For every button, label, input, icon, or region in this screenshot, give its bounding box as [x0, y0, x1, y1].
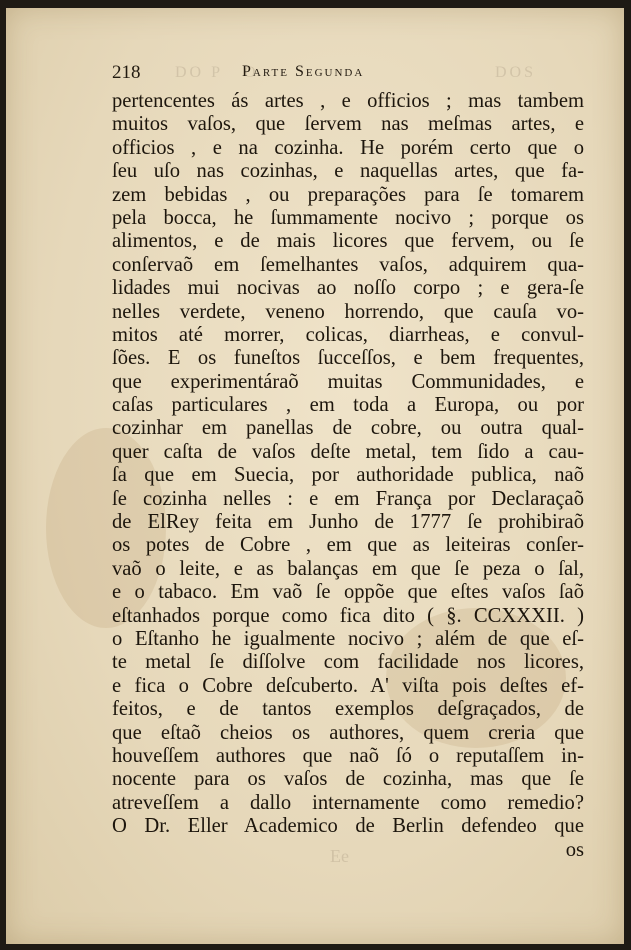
page-number: 218 — [112, 62, 141, 83]
text-line: e o tabaco. Em vaõ ſe oppõe que eſtes vaſos ſaõ — [112, 581, 584, 604]
bleed-through-text: Ee — [330, 846, 349, 866]
text-line: ſe cozinha nelles : e em França por Declaraçaõ — [112, 487, 584, 510]
text-line: feitos, e de tantos exemplos deſgraçados, de — [112, 698, 584, 721]
body-text — [112, 90, 584, 862]
text-line: vaõ o leite, e as balanças em que ſe peza o ſal, — [112, 557, 584, 580]
text-line: atreveſſem a dallo internamente como remedio? — [112, 791, 584, 814]
text-line: alimentos, e de mais licores que fervem, ou ſe — [112, 230, 584, 253]
text-line: O Dr. Eller Academico de Berlin defendeo que — [112, 815, 584, 838]
text-line: te metal ſe diſſolve com facilidade nos licores, — [112, 651, 584, 674]
text-line: muitos vaſos, que ſervem nas meſmas artes, e — [112, 113, 584, 136]
text-line: houveſſem authores que naõ ſó o reputaſſem in- — [112, 744, 584, 767]
text-line: ſeu uſo nas cozinhas, e naquellas artes, que fa- — [112, 160, 584, 183]
bleed-through-text: DOS — [495, 64, 537, 81]
text-line: de ElRey feita em Junho de 1777 ſe prohibiraõ — [112, 511, 584, 534]
text-line: pela bocca, he ſummamente nocivo ; porque os — [112, 206, 584, 229]
text-line: quer caſta de vaſos deſte metal, tem ſido a cau- — [112, 440, 584, 463]
text-line: eſtanhados porque como fica dito ( §. CCXXXII. ) — [112, 604, 584, 627]
catchword: os — [565, 838, 584, 861]
text-line: e fica o Cobre deſcuberto. A' viſta pois deſtes ef- — [112, 674, 584, 697]
text-line: officios , e na cozinha. He porém certo que o — [112, 136, 584, 159]
text-line: cozinhar em panellas de cobre, ou outra qual- — [112, 417, 584, 440]
bleed-through-text: DO P O — [175, 64, 259, 81]
running-head: Parte Segunda — [242, 63, 365, 80]
text-line: conſervaõ em ſemelhantes vaſos, adquirem qua- — [112, 253, 584, 276]
text-line: os potes de Cobre , em que as leiteiras conſer- — [112, 534, 584, 557]
text-line: ſões. E os funeſtos ſucceſſos, e bem frequentes, — [112, 347, 584, 370]
text-line: nocente para os vaſos de cozinha, mas que ſe — [112, 768, 584, 791]
text-line: que experimentáraõ muitas Communidades, e — [112, 370, 584, 393]
text-line: mitos até morrer, colicas, diarrheas, e convul- — [112, 323, 584, 346]
text-line: o Eſtanho he igualmente nocivo ; além de que eſ- — [112, 627, 584, 650]
text-line: lidades mui nocivas ao noſſo corpo ; e gera-ſe — [112, 277, 584, 300]
text-line: nelles verdete, veneno horrendo, que cauſa vo- — [112, 300, 584, 323]
text-line: caſas particulares , em toda a Europa, ou por — [112, 394, 584, 417]
text-line: que eſtaõ cheios os authores, quem creria que — [112, 721, 584, 744]
text-line: zem bebidas , ou preparações para ſe tomarem — [112, 183, 584, 206]
text-line: pertencentes ás artes , e officios ; mas tambem — [112, 90, 584, 112]
page-header — [112, 62, 582, 84]
text-line: ſa que em Suecia, por authoridade publica, naõ — [112, 464, 584, 487]
